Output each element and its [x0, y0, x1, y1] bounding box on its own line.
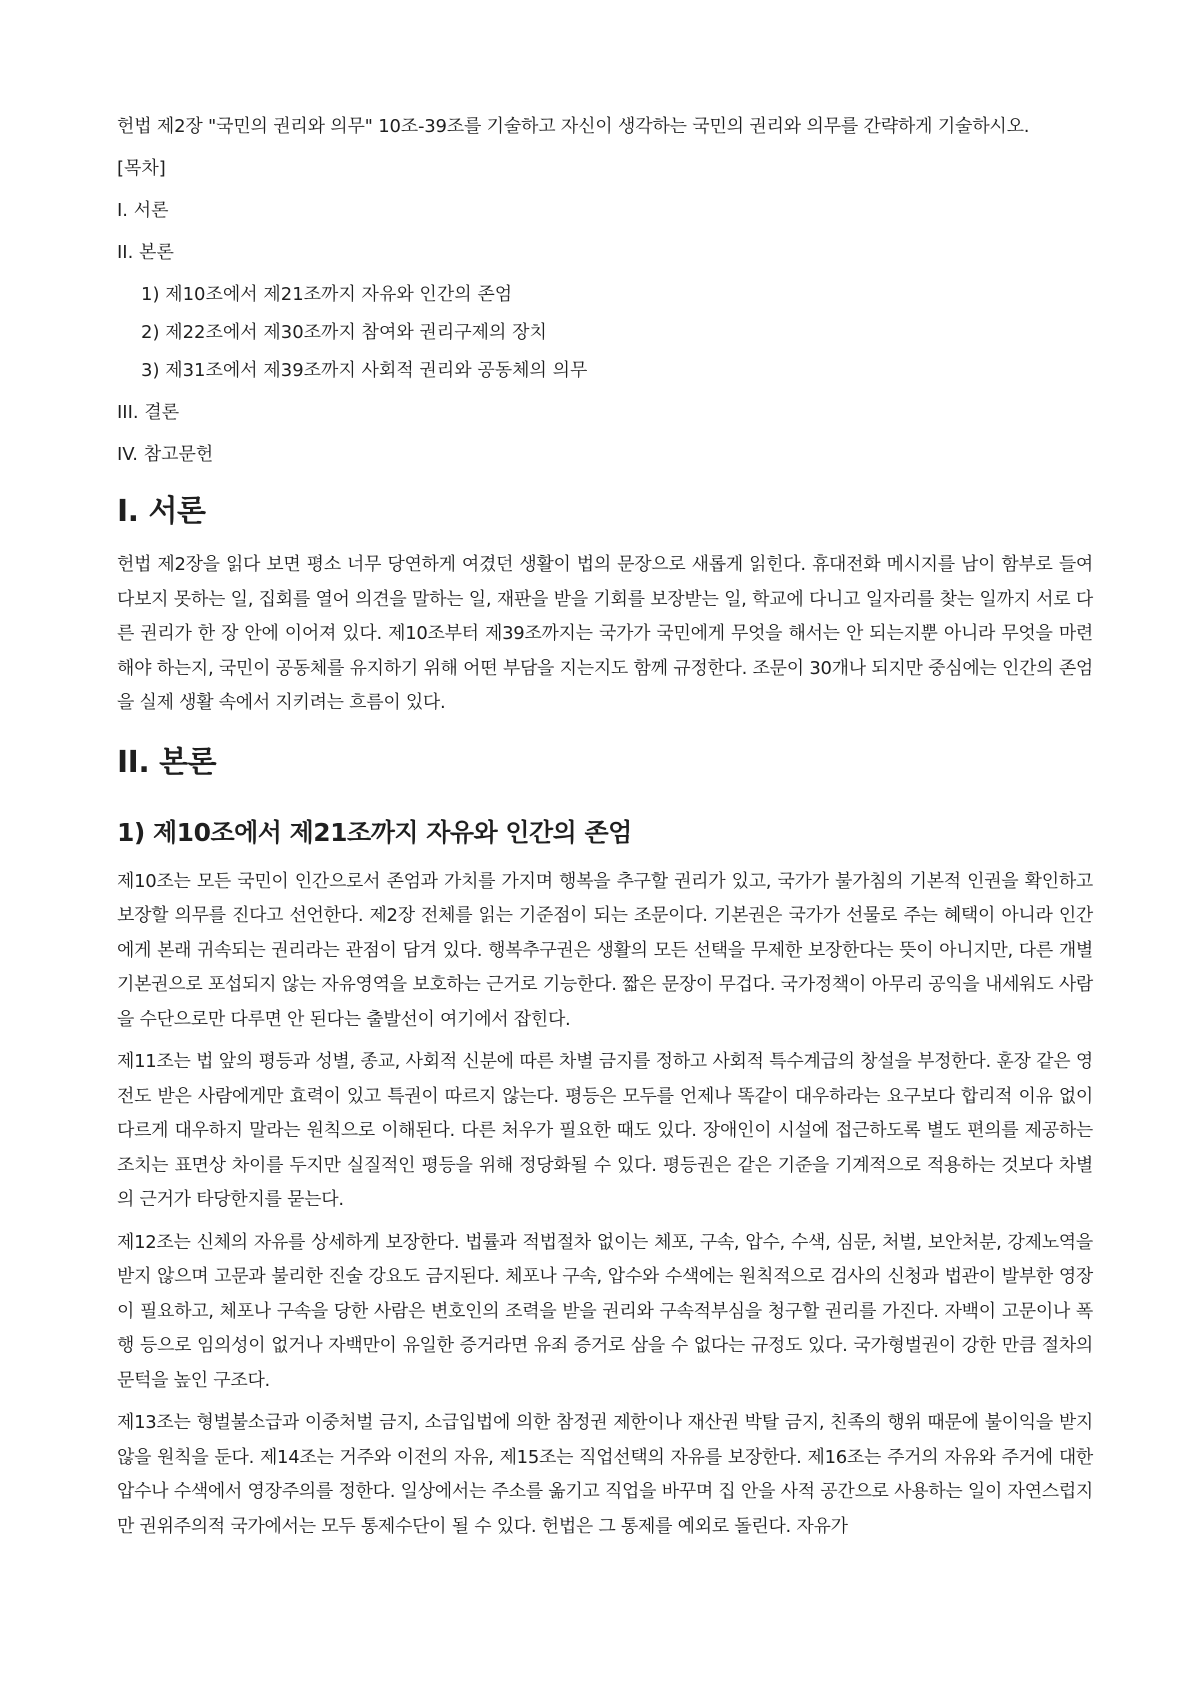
- toc-title: [목차]: [117, 158, 166, 179]
- toc-item-body-sub2: 2) 제22조에서 제30조까지 참여와 권리구제의 장치: [141, 322, 547, 343]
- document-page: [117, 112, 1093, 1552]
- intro-paragraph: 헌법 제2장을 읽다 보면 평소 너무 당연하게 여겼던 생활이 법의 문장으로 새롭게 읽힌다. 휴대전화 메시지를 남이 함부로 들여다보지 못하는 일, 집회를 열어 의견을 말하는 일, 재판을 받을 기회를 보장받는 일, 학교에 다니고 일자리를 찾는 일까지 서로 다른 권리가 한 장 안에 이어져 있다. 제10조부터 제39조까지는 국가가 국민에게 무엇을 해서는 안 되는지뿐 아니라 무엇을 마련해야 하는지, 국민이 공동체를 유지하기 위해 어떤 부담을 지는지도 함께 규정한다. 조문이 30개나 되지만 중심에는 인간의 존엄을 실제 생활 속에서 지키려는 흐름이 있다.: [117, 554, 1093, 713]
- assignment-prompt: 헌법 제2장 "국민의 권리와 의무" 10조-39조를 기술하고 자신이 생각하는 국민의 권리와 의무를 간략하게 기술하시오.: [117, 116, 1030, 137]
- body-paragraph-art13: 제13조는 형벌불소급과 이중처벌 금지, 소급입법에 의한 참정권 제한이나 재산권 박탈 금지, 친족의 행위 때문에 불이익을 받지 않을 원칙을 둔다. 제14조는 거주와 이전의 자유, 제15조는 직업선택의 자유를 보장한다. 제16조는 주거의 자유와 주거에 대한 압수나 수색에서 영장주의를 정한다. 일상에서는 주소를 옮기고 직업을 바꾸며 집 안을 사적 공간으로 사용하는 일이 자연스럽지만 권위주의적 국가에서는 모두 통제수단이 될 수 있다. 헌법은 그 통제를 예외로 돌린다. 자유가: [117, 1412, 1093, 1537]
- toc-item-intro: I. 서론: [117, 200, 169, 221]
- table-of-contents: [117, 154, 1093, 470]
- subsection-heading-1: 1) 제10조에서 제21조까지 자유와 인간의 존엄: [117, 817, 632, 847]
- section-heading-intro: I. 서론: [117, 494, 206, 529]
- body-paragraph-art10: 제10조는 모든 국민이 인간으로서 존엄과 가치를 가지며 행복을 추구할 권리가 있고, 국가가 불가침의 기본적 인권을 확인하고 보장할 의무를 진다고 선언한다. 제2장 전체를 읽는 기준점이 되는 조문이다. 기본권은 국가가 선물로 주는 혜택이 아니라 인간에게 본래 귀속되는 권리라는 관점이 담겨 있다. 행복추구권은 생활의 모든 선택을 무제한 보장한다는 뜻이 아니지만, 다른 개별 기본권으로 포섭되지 않는 자유영역을 보호하는 근거로 기능한다. 짧은 문장이 무겁다. 국가정책이 아무리 공익을 내세워도 사람을 수단으로만 다루면 안 된다는 출발선이 여기에서 잡힌다.: [117, 870, 1093, 1030]
- toc-item-body-sub1: 1) 제10조에서 제21조까지 자유와 인간의 존엄: [141, 284, 513, 305]
- toc-item-references: IV. 참고문헌: [117, 444, 214, 465]
- toc-item-body-sub3: 3) 제31조에서 제39조까지 사회적 권리와 공동체의 의무: [141, 360, 588, 381]
- section-heading-body: II. 본론: [117, 744, 217, 780]
- body-paragraph-art11: 제11조는 법 앞의 평등과 성별, 종교, 사회적 신분에 따른 차별 금지를 정하고 사회적 특수계급의 창설을 부정한다. 훈장 같은 영전도 받은 사람에게만 효력이 있고 특권이 따르지 않는다. 평등은 모두를 언제나 똑같이 대우하라는 요구보다 합리적 이유 없이 다르게 대우하지 말라는 원칙으로 이해된다. 다른 처우가 필요한 때도 있다. 장애인이 시설에 접근하도록 별도 편의를 제공하는 조치는 표면상 차이를 두지만 실질적인 평등을 위해 정당화될 수 있다. 평등권은 같은 기준을 기계적으로 적용하는 것보다 차별의 근거가 타당한지를 묻는다.: [117, 1051, 1093, 1210]
- toc-item-body: II. 본론: [117, 242, 174, 263]
- toc-item-conclusion: III. 결론: [117, 402, 180, 423]
- body-paragraph-art12: 제12조는 신체의 자유를 상세하게 보장한다. 법률과 적법절차 없이는 체포, 구속, 압수, 수색, 심문, 처벌, 보안처분, 강제노역을 받지 않으며 고문과 불리한 진술 강요도 금지된다. 체포나 구속, 압수와 수색에는 원칙적으로 검사의 신청과 법관이 발부한 영장이 필요하고, 체포나 구속을 당한 사람은 변호인의 조력을 받을 권리와 구속적부심을 청구할 권리를 가진다. 자백이 고문이나 폭행 등으로 임의성이 없거나 자백만이 유일한 증거라면 유죄 증거로 삼을 수 없다는 규정도 있다. 국가형벌권이 강한 만큼 절차의 문턱을 높인 구조다.: [117, 1231, 1093, 1391]
